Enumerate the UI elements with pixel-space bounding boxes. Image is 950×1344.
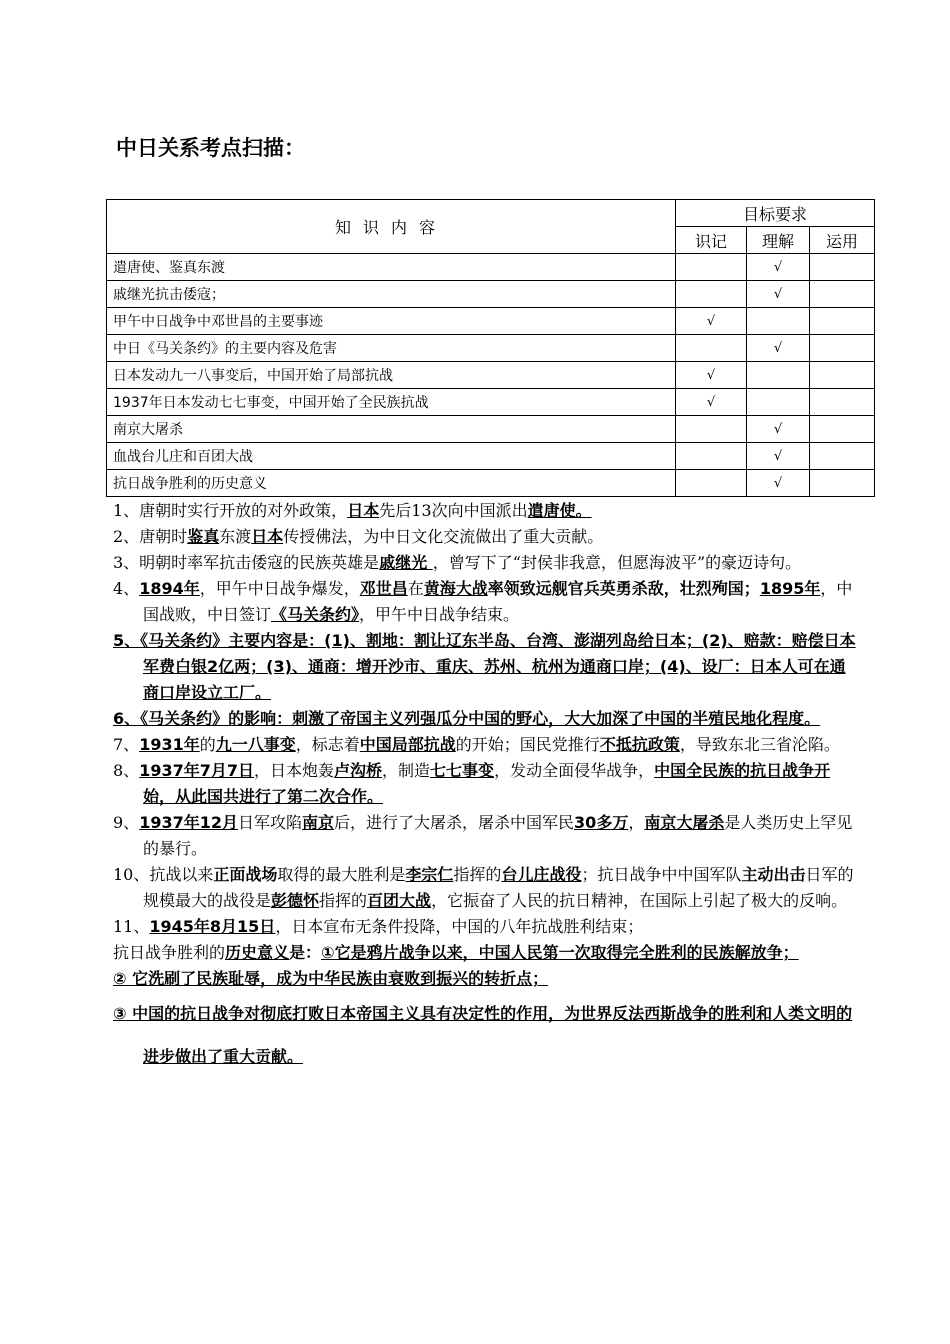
key-term: ③ 中国的抗日战争对彻底打败日本帝国主义具有决定性的作用，为世界反法西斯战争的胜利和人类文明的进步做出了重大贡献。 (113, 1004, 853, 1066)
note-text: ，甲午中日战争结束。 (359, 605, 520, 624)
check-cell (810, 443, 875, 470)
knowledge-item: 戚继光抗击倭寇； (107, 281, 676, 308)
check-cell (810, 281, 875, 308)
key-term: 南京 (302, 813, 335, 832)
table-row (107, 389, 875, 416)
key-term: 1945年8月15日 (149, 917, 276, 936)
check-cell (810, 389, 875, 416)
key-term: 5、《马关条约》主要内容是：(1)、割地：割让辽东半岛、台湾、澎湖列岛给日本；(2)、赔款：赔偿日本军费白银2亿两；(3)、通商：增开沙市、重庆、苏州、杭州为通商口岸；(4)、设厂：日本人可在通商口岸设立工厂。 (113, 631, 856, 702)
note-text: ，标志着 (295, 735, 360, 754)
note-text: 取得的最大胜利是 (277, 865, 406, 884)
note-text: 指挥的 (319, 891, 368, 910)
check-cell (676, 254, 747, 281)
key-term: 1894年 (139, 579, 200, 598)
knowledge-item: 甲午中日战争中邓世昌的主要事迹 (107, 308, 676, 335)
note-text: 指挥的 (453, 865, 502, 884)
knowledge-item: 遣唐使、鉴真东渡 (107, 254, 676, 281)
note-text: 7、 (113, 735, 140, 754)
knowledge-item: 血战台儿庄和百团大战 (107, 443, 676, 470)
note-text: ，中国战败，中日签订 (143, 579, 853, 624)
check-cell (747, 416, 810, 443)
key-term: 日本 (251, 527, 284, 546)
check-cell (747, 308, 810, 335)
note-text: 的 (199, 735, 216, 754)
check-cell (810, 470, 875, 497)
check-cell (747, 362, 810, 389)
check-cell (676, 335, 747, 362)
note-text: 的开始；国民党推行 (455, 735, 600, 754)
note-text: 先后13次向中国派出 (379, 501, 528, 520)
key-term: 百团大战 (367, 891, 432, 910)
note-paragraph (113, 576, 861, 628)
key-term: 历史意义 (225, 943, 290, 962)
table-body (107, 254, 875, 497)
note-text: ，曾写下了“封侯非我意，但愿海波平”的豪迈诗句。 (432, 553, 802, 572)
knowledge-item: 1937年日本发动七七事变，中国开始了全民族抗战 (107, 389, 676, 416)
key-term: 日本 (347, 501, 380, 520)
key-term: 正面战场 (213, 865, 278, 884)
note-text: 3、明朝时率军抗击倭寇的民族英雄是 (113, 553, 380, 572)
key-term: 不抵抗政策 (599, 735, 680, 754)
knowledge-item: 中日《马关条约》的主要内容及危害 (107, 335, 676, 362)
key-term: 率领致远舰官兵英勇杀敌，壮烈殉国； (487, 579, 760, 598)
check-mark-icon: √ (773, 475, 783, 491)
key-term: 卢沟桥 (334, 761, 383, 780)
key-term: 戚继光 (379, 553, 433, 572)
knowledge-item: 日本发动九一八事变后，中国开始了局部抗战 (107, 362, 676, 389)
knowledge-item: 抗日战争胜利的历史意义 (107, 470, 676, 497)
note-paragraph (113, 524, 861, 550)
check-cell (810, 416, 875, 443)
check-cell (676, 389, 747, 416)
table-row (107, 416, 875, 443)
target-requirements-header: 目标要求 (676, 200, 875, 227)
note-text: ，导致东北三省沦陷。 (679, 735, 840, 754)
key-term: 是： (289, 943, 322, 962)
key-term: 1937年7月7日 (139, 761, 254, 780)
column-header-memorize: 识记 (676, 227, 747, 254)
check-cell (747, 389, 810, 416)
note-paragraph (113, 706, 861, 732)
note-paragraph (113, 914, 861, 940)
knowledge-item: 南京大屠杀 (107, 416, 676, 443)
note-text: ， (628, 813, 645, 832)
note-text: 传授佛法，为中日文化交流做出了重大贡献。 (283, 527, 604, 546)
key-term: 《马关条约》 (271, 605, 360, 624)
check-cell (810, 308, 875, 335)
note-paragraph (113, 940, 861, 966)
check-mark-icon: √ (706, 313, 716, 329)
check-mark-icon: √ (773, 259, 783, 275)
knowledge-content-header: 知识内容 (107, 200, 676, 254)
check-cell (747, 443, 810, 470)
key-term: 台儿庄战役 (501, 865, 582, 884)
check-cell (810, 362, 875, 389)
note-text: 东渡 (219, 527, 252, 546)
key-term: 七七事变 (430, 761, 495, 780)
key-term: 6、《马关条约》的影响：刺激了帝国主义列强瓜分中国的野心，大大加深了中国的半殖民地化程度。 (113, 709, 821, 728)
check-cell (810, 254, 875, 281)
note-paragraph (113, 810, 861, 862)
table-row (107, 443, 875, 470)
note-text: ，它振奋了人民的抗日精神，在国际上引起了极大的反响。 (431, 891, 848, 910)
key-term: 九一八事变 (215, 735, 296, 754)
key-term: 1931年 (139, 735, 200, 754)
note-text: 后，进行了大屠杀，屠杀中国军民 (334, 813, 575, 832)
check-cell (747, 281, 810, 308)
check-cell (810, 335, 875, 362)
note-paragraph (113, 758, 861, 810)
note-text: 日军攻陷 (238, 813, 303, 832)
note-text: 9、 (113, 813, 140, 832)
note-text: 10、抗战以来 (113, 865, 214, 884)
column-header-apply: 运用 (810, 227, 875, 254)
note-text: 抗日战争胜利的 (113, 943, 226, 962)
notes-section (113, 498, 861, 1078)
check-cell (676, 308, 747, 335)
key-term: ② 它洗刷了民族耻辱，成为中华民族由衰败到振兴的转折点； (113, 969, 549, 988)
check-cell (676, 362, 747, 389)
check-cell (676, 416, 747, 443)
note-paragraph (113, 732, 861, 758)
column-header-understand: 理解 (747, 227, 810, 254)
note-text: 日军的规模最大的战役是 (143, 865, 854, 910)
key-term: 1895年 (759, 579, 821, 598)
note-paragraph (113, 628, 861, 706)
note-text: ，甲午中日战争爆发， (199, 579, 360, 598)
note-text: 8、 (113, 761, 140, 780)
key-term: 南京大屠杀 (644, 813, 725, 832)
note-text: ，日本宣布无条件投降，中国的八年抗战胜利结束； (275, 917, 644, 936)
table-row (107, 362, 875, 389)
key-term: 鉴真 (187, 527, 220, 546)
table-row (107, 470, 875, 497)
key-term: 中国全民族的抗日战争开始，从此国共进行了第二次合作。 (143, 761, 831, 806)
key-term: 30多万 (574, 813, 629, 832)
check-cell (747, 470, 810, 497)
check-mark-icon: √ (706, 394, 716, 410)
note-text: ，日本炮轰 (254, 761, 335, 780)
note-paragraph (113, 550, 861, 576)
key-term: 主动出击 (741, 865, 806, 884)
check-mark-icon: √ (773, 421, 783, 437)
note-text: ；抗日战争中中国军队 (581, 865, 742, 884)
note-text: 在 (407, 579, 424, 598)
check-cell (747, 254, 810, 281)
note-text: 2、唐朝时 (113, 527, 188, 546)
key-term: ①它是鸦片战争以来，中国人民第一次取得完全胜利的民族解放争； (321, 943, 799, 962)
check-cell (676, 470, 747, 497)
note-text: ，制造 (382, 761, 431, 780)
check-mark-icon: √ (706, 367, 716, 383)
note-paragraph (113, 966, 861, 992)
note-text: ，发动全面侵华战争， (494, 761, 655, 780)
table-row (107, 281, 875, 308)
note-paragraph (113, 498, 861, 524)
key-term: 1937年12月 (139, 813, 238, 832)
key-term: 黄海大战 (423, 579, 488, 598)
note-paragraph (113, 862, 861, 914)
check-cell (747, 335, 810, 362)
target-requirements-table (106, 199, 875, 497)
check-cell (676, 443, 747, 470)
check-mark-icon: √ (773, 286, 783, 302)
page-title: 中日关系考点扫描： (116, 136, 305, 160)
note-text: 4、 (113, 579, 140, 598)
key-term: 李宗仁 (405, 865, 454, 884)
table-row (107, 335, 875, 362)
key-term: 遣唐使。 (527, 501, 592, 520)
key-term: 邓世昌 (359, 579, 408, 598)
table-row (107, 308, 875, 335)
note-paragraph (113, 992, 861, 1078)
check-cell (676, 281, 747, 308)
check-mark-icon: √ (773, 340, 783, 356)
key-term: 中国局部抗战 (359, 735, 456, 754)
note-text: 是人类历史上罕见的暴行。 (143, 813, 853, 858)
key-term: 彭德怀 (271, 891, 320, 910)
note-text: 1、唐朝时实行开放的对外政策， (113, 501, 348, 520)
table-row (107, 254, 875, 281)
note-text: 11、 (113, 917, 150, 936)
check-mark-icon: √ (773, 448, 783, 464)
